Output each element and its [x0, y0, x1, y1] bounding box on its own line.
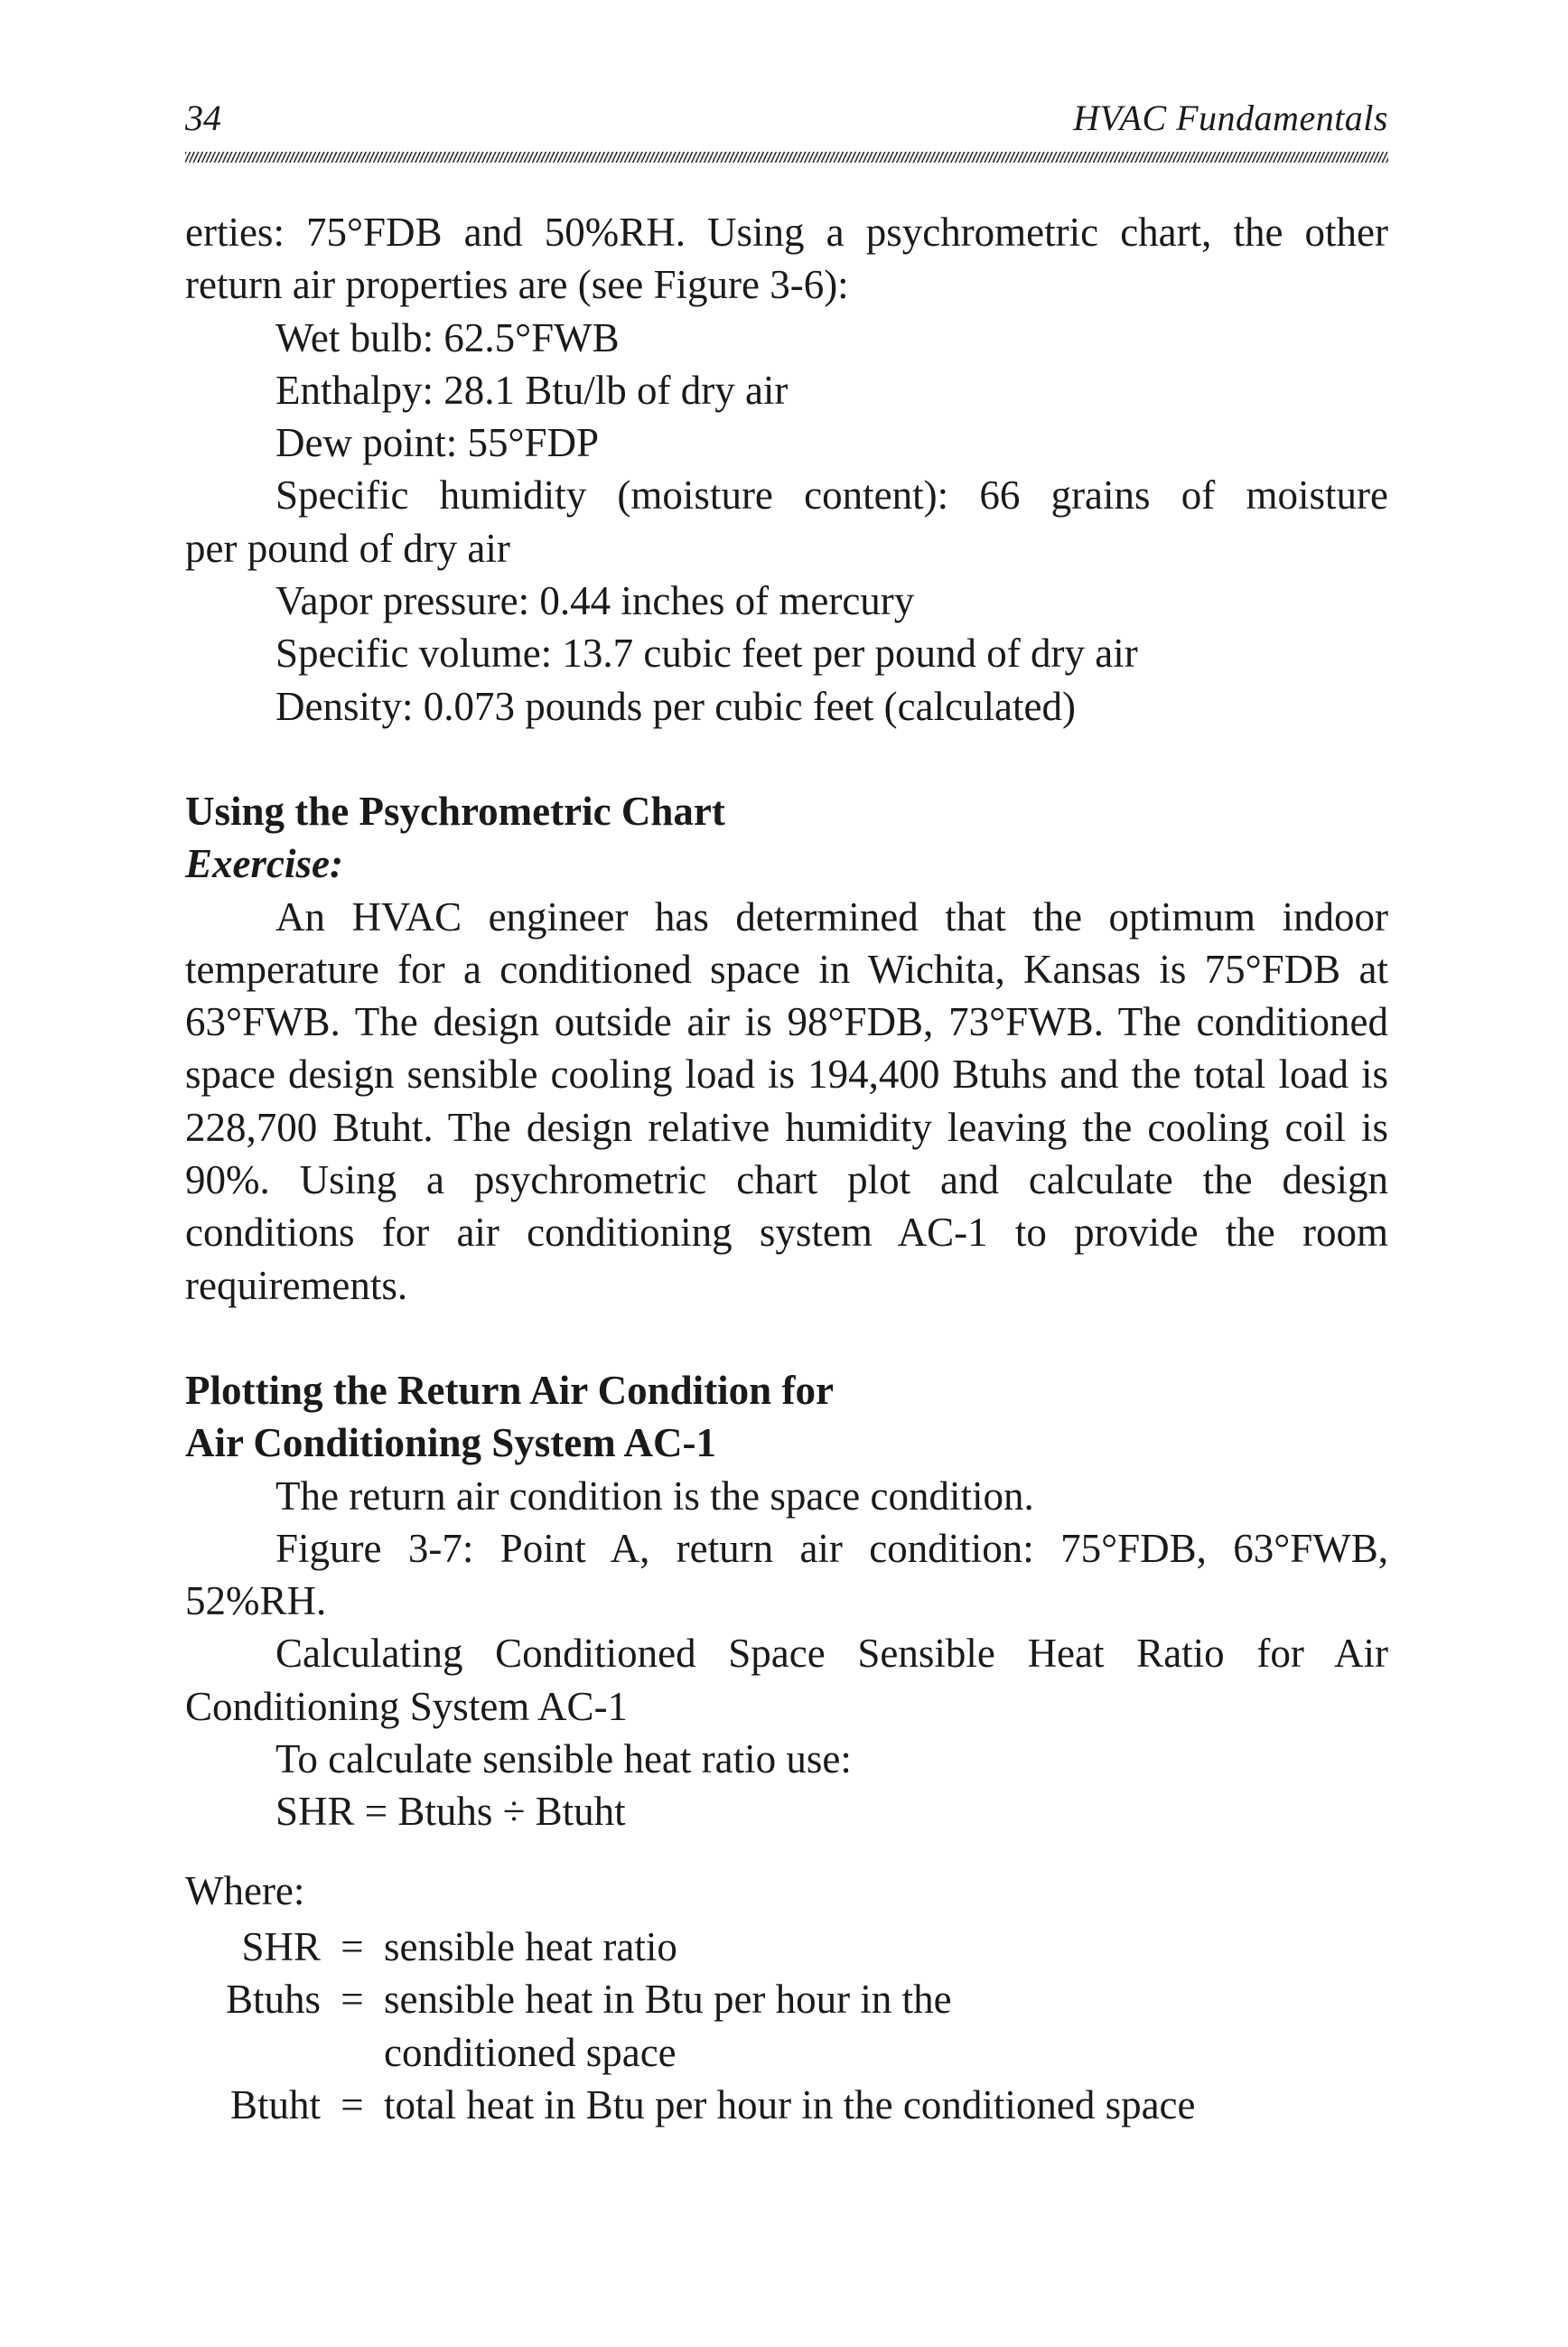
property-wet-bulb: Wet bulb: 62.5°FWB — [275, 314, 620, 360]
definition-row — [185, 2079, 1388, 2131]
property-enthalpy: Enthalpy: 28.1 Btu/lb of dry air — [275, 367, 789, 413]
spacer — [185, 1312, 1388, 1364]
page-number: 34 — [185, 98, 221, 138]
definition-text: sensible heat in Btu per hour in the — [384, 1977, 952, 2023]
section-heading-return-air-2: Air Conditioning System AC-1 — [185, 1420, 716, 1466]
definition-row — [185, 1973, 1388, 2025]
exercise-paragraph: An HVAC engineer has determined that the optimum indoor temperature for a conditioned space in Wichita, Kansas is 75°FDB at 63°FWB. The design outside air is 98°FDB, 73°FWB. The conditioned space design sensible cooling load is 194,400 Btuhs and the total load is 228,700 Btuht. The design relative humidity leaving the cooling coil is 90%. Using a psychrometric chart plot and calculate the design conditions for air conditioning system AC-1 to provide the room requirements. — [185, 893, 1388, 1308]
property-specific-volume: Specific volume: 13.7 cubic feet per pound of dry air — [275, 631, 1138, 677]
definition-text: conditioned space — [384, 2029, 677, 2075]
where-label: Where: — [185, 1867, 305, 1913]
shr-formula: SHR = Btuhs ÷ Btuht — [275, 1789, 626, 1835]
definition-equals: = — [341, 1923, 364, 1969]
definition-equals: = — [341, 1977, 364, 2023]
definition-text: total heat in Btu per hour in the conditioned space — [384, 2081, 1196, 2127]
definition-term: Btuhs — [225, 1977, 321, 2023]
definitions-list — [185, 1921, 1388, 2131]
property-vapor-pressure: Vapor pressure: 0.44 inches of mercury — [275, 578, 915, 624]
spacer — [185, 1838, 1388, 1865]
definition-term: SHR — [241, 1923, 321, 1969]
shr-calculation-paragraph: Calculating Conditioned Space Sensible Heat Ratio for Air Conditioning System AC-1 — [185, 1631, 1388, 1729]
section-heading-psychrometric-chart: Using the Psychrometric Chart — [185, 788, 725, 834]
intro-line-2: return air properties are (see Figure 3-6): — [185, 262, 849, 308]
exercise-label: Exercise: — [185, 841, 343, 887]
header-rule — [185, 152, 1388, 163]
property-density: Density: 0.073 pounds per cubic feet (calculated) — [275, 683, 1076, 729]
spacer — [185, 733, 1388, 785]
return-air-paragraph: The return air condition is the space condition. — [275, 1473, 1034, 1519]
property-specific-humidity: Specific humidity (moisture content): 66 grains of moisture — [275, 472, 1388, 519]
page-header — [185, 96, 1388, 150]
figure-point-a-paragraph: Figure 3-7: Point A, return air condition: 75°FDB, 63°FWB, 52%RH. — [185, 1525, 1388, 1624]
definition-row — [185, 2026, 1388, 2079]
intro-line-1: erties: 75°FDB and 50%RH. Using a psychrometric chart, the other — [185, 210, 1388, 255]
section-heading-return-air-1: Plotting the Return Air Condition for — [185, 1367, 834, 1413]
property-dew-point: Dew point: 55°FDP — [275, 420, 600, 466]
definition-text: sensible heat ratio — [384, 1923, 677, 1969]
page-body — [185, 206, 1388, 2131]
definition-row — [185, 1921, 1388, 1973]
running-title: HVAC Fundamentals — [1073, 98, 1388, 138]
shr-instruction: To calculate sensible heat ratio use: — [275, 1736, 852, 1782]
property-specific-humidity-cont: per pound of dry air — [185, 525, 510, 571]
definition-term: Btuht — [229, 2081, 321, 2127]
definition-equals: = — [341, 2081, 364, 2127]
